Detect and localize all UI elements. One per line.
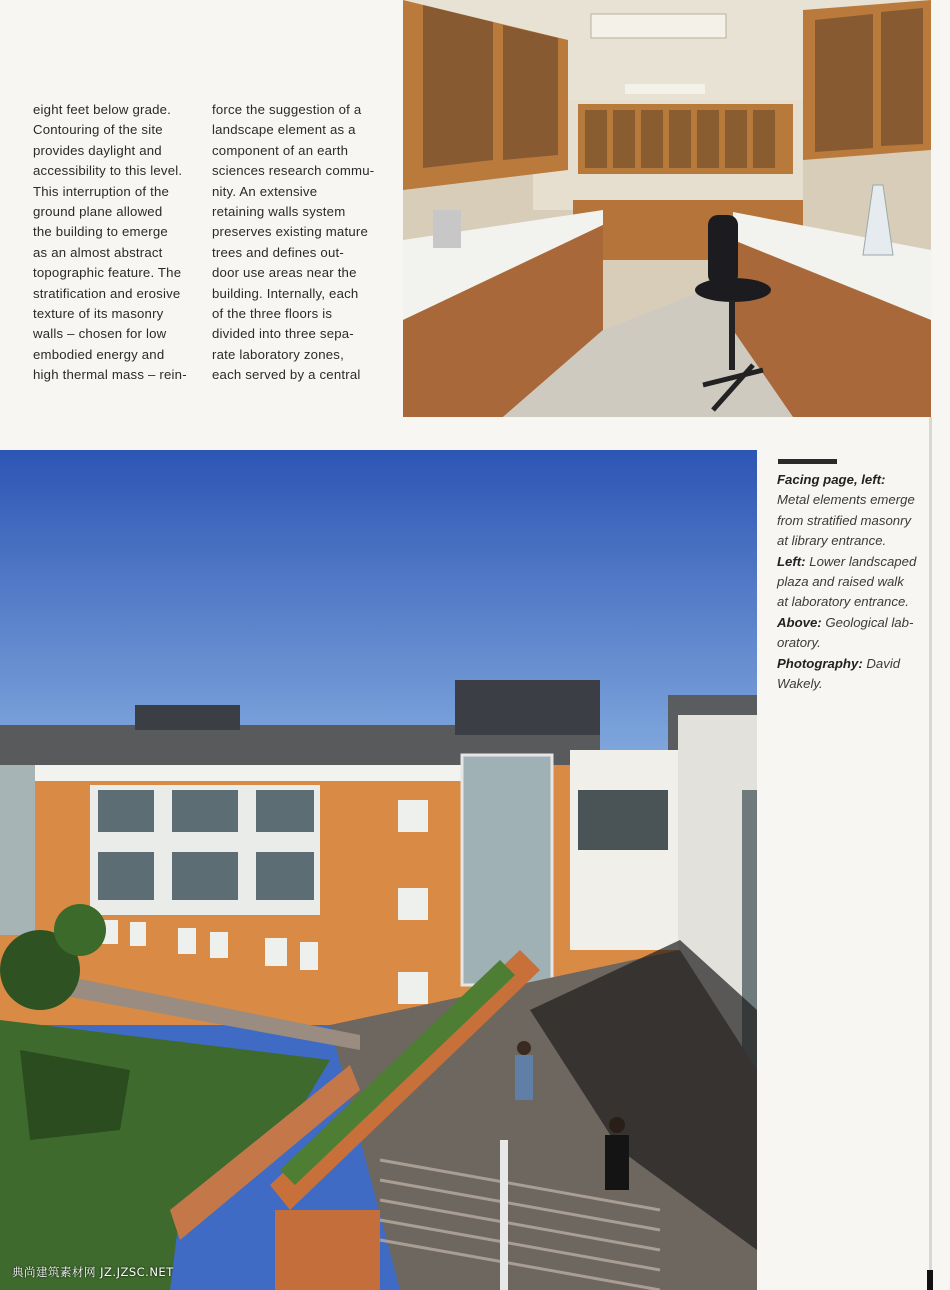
caption-label: Photography: [777, 655, 863, 671]
caption-line: Wakely. [777, 675, 823, 691]
text-line: each served by a central [212, 367, 361, 383]
body-text-column-1 [33, 100, 187, 385]
caption-line: oratory. [777, 635, 821, 651]
text-line: component of an earth [212, 142, 349, 158]
caption-line: at laboratory entrance. [777, 594, 909, 610]
text-line: Contouring of the site [33, 122, 163, 138]
text-line: divided into three sepa- [212, 326, 354, 342]
caption-line [777, 613, 949, 633]
caption-label: Facing page, left: [777, 472, 886, 487]
laboratory-photo [403, 0, 931, 417]
caption-line: at library entrance. [777, 533, 887, 549]
text-line: walls – chosen for low [33, 326, 167, 342]
caption-label: Above: [777, 614, 822, 630]
text-line: of the three floors is [212, 305, 333, 321]
text-line: door use areas near the [212, 265, 357, 281]
caption-line: plaza and raised walk [777, 573, 904, 589]
caption-rule [778, 459, 837, 464]
text-line: sciences research commu- [212, 163, 375, 179]
watermark: 典尚建筑素材网 JZ.JZSC.NET [12, 1265, 174, 1279]
caption-text: Geological lab- [821, 614, 914, 630]
caption-label: Left: [777, 553, 806, 569]
edge-mark [927, 1270, 933, 1290]
text-line: stratification and erosive [33, 285, 181, 301]
text-line: preserves existing mature [212, 224, 368, 240]
caption-line [777, 654, 949, 674]
text-line: rate laboratory zones, [212, 346, 344, 362]
text-line: building. Internally, each [212, 285, 359, 301]
text-line: provides daylight and [33, 142, 162, 158]
text-line: This interruption of the [33, 183, 170, 199]
text-line: ground plane allowed [33, 203, 163, 219]
text-line: texture of its masonry [33, 305, 164, 321]
text-line: the building to emerge [33, 224, 168, 240]
text-line: as an almost abstract [33, 244, 163, 260]
text-line: embodied energy and [33, 346, 165, 362]
text-line: eight feet below grade. [33, 102, 172, 117]
text-line: force the suggestion of a [212, 102, 362, 117]
building-plaza-photo [0, 450, 757, 1290]
text-line: nity. An extensive [212, 183, 318, 199]
text-line: trees and defines out- [212, 244, 344, 260]
text-line: accessibility to this level. [33, 163, 183, 179]
photo-caption [777, 470, 949, 694]
caption-line [777, 470, 949, 490]
caption-line: Metal elements emerge [777, 492, 915, 508]
caption-text: Lower landscaped [805, 553, 917, 569]
caption-line: from stratified masonry [777, 512, 912, 528]
text-line: landscape element as a [212, 122, 356, 138]
text-line: high thermal mass – rein- [33, 367, 187, 383]
caption-line [777, 552, 949, 572]
caption-text: David [862, 655, 901, 671]
page-edge-divider [929, 417, 932, 1290]
text-line: topographic feature. The [33, 265, 182, 281]
text-line: retaining walls system [212, 203, 346, 219]
body-text-column-2 [212, 100, 374, 385]
